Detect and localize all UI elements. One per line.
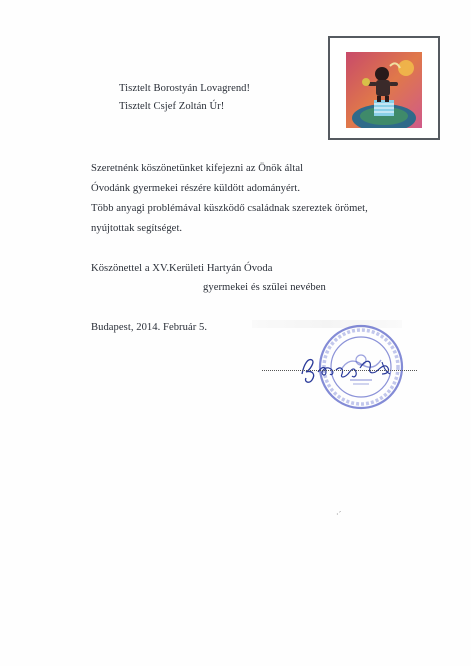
greeting-line-2: Tisztelt Csjef Zoltán Úr! xyxy=(119,101,225,112)
greeting-line-1: Tisztelt Borostyán Lovagrend! xyxy=(119,83,251,94)
framed-picture xyxy=(328,36,440,140)
body-line-3: Több anyagi problémával küszködő családnak szereztek örömet, xyxy=(91,203,368,214)
children-drawing-icon xyxy=(346,52,422,128)
closing-line-2: gyermekei és szülei nevében xyxy=(203,282,326,293)
body-line-2: Óvodánk gyermekei részére küldött adományért. xyxy=(91,183,301,194)
scan-speck: ·´ xyxy=(336,510,342,519)
closing-line-1: Köszönettel a XV.Kerületi Hartyán Óvoda xyxy=(91,263,273,274)
body-line-4: nyújtottak segítséget. xyxy=(91,223,183,234)
date-line: Budapest, 2014. Február 5. xyxy=(91,322,208,333)
signature-mark xyxy=(296,350,406,386)
body-line-1: Szeretnénk köszönetünket kifejezni az Önök által xyxy=(91,163,304,174)
signature-line xyxy=(262,370,417,371)
